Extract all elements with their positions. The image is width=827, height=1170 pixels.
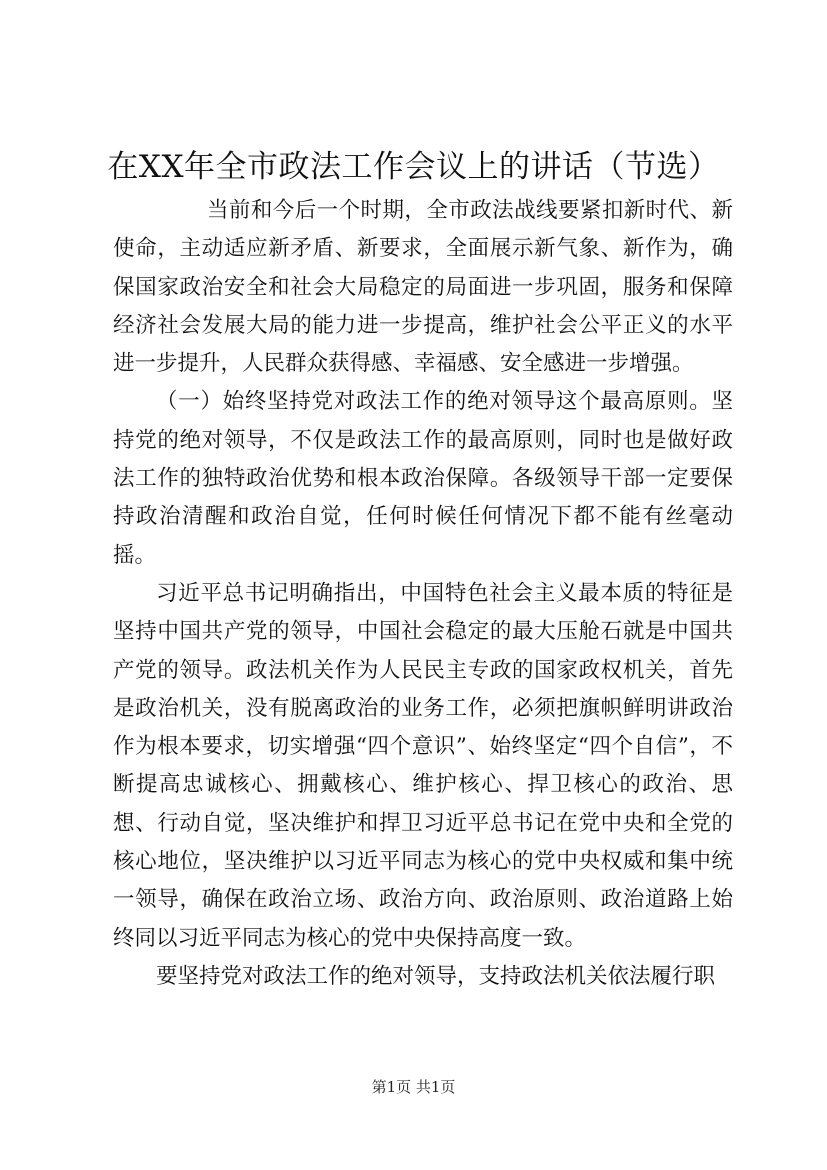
- paragraph-3: 习近平总书记明确指出，中国特色社会主义最本质的特征是坚持中国共产党的领导，中国社会稳定的最大压舱石就是中国共产党的领导。政法机关作为人民民主专政的国家政权机关，首先是政治机关，没有脱离政治的业务工作，必须把旗帜鲜明讲政治作为根本要求，切实增强“四个意识”、始终坚定“四个自信”，不断提高忠诚核心、拥戴核心、维护核心、捍卫核心的政治、思想、行动自觉，坚决维护和捍卫习近平总书记在党中央和全党的核心地位，坚决维护以习近平同志为核心的党中央权威和集中统一领导，确保在政治立场、政治方向、政治原则、政治道路上始终同以习近平同志为核心的党中央保持高度一致。: [113, 580, 733, 951]
- document-title: 在XX年全市政法工作会议上的讲话（节选）: [107, 149, 720, 185]
- paragraph-2: （一）始终坚持党对政法工作的绝对领导这个最高原则。坚持党的绝对领导，不仅是政法工作的最高原则，同时也是做好政法工作的独特政治优势和根本政治保障。各级领导干部一定要保持政治清醒和政治自觉，任何时候任何情况下都不能有丝毫动摇。: [113, 389, 733, 568]
- paragraph-1: 当前和今后一个时期，全市政法战线要紧扣新时代、新使命，主动适应新矛盾、新要求，全面展示新气象、新作为，确保国家政治安全和社会大局稳定的局面进一步巩固，服务和保障经济社会发展大局的能力进一步提高，维护社会公平正义的水平进一步提升，人民群众获得感、幸福感、安全感进一步增强。: [113, 198, 733, 377]
- page-footer: 第1页 共1页: [371, 1078, 456, 1096]
- document-body: [113, 192, 733, 996]
- paragraph-4: 要坚持党对政法工作的绝对领导，支持政法机关依法履行职: [156, 963, 716, 989]
